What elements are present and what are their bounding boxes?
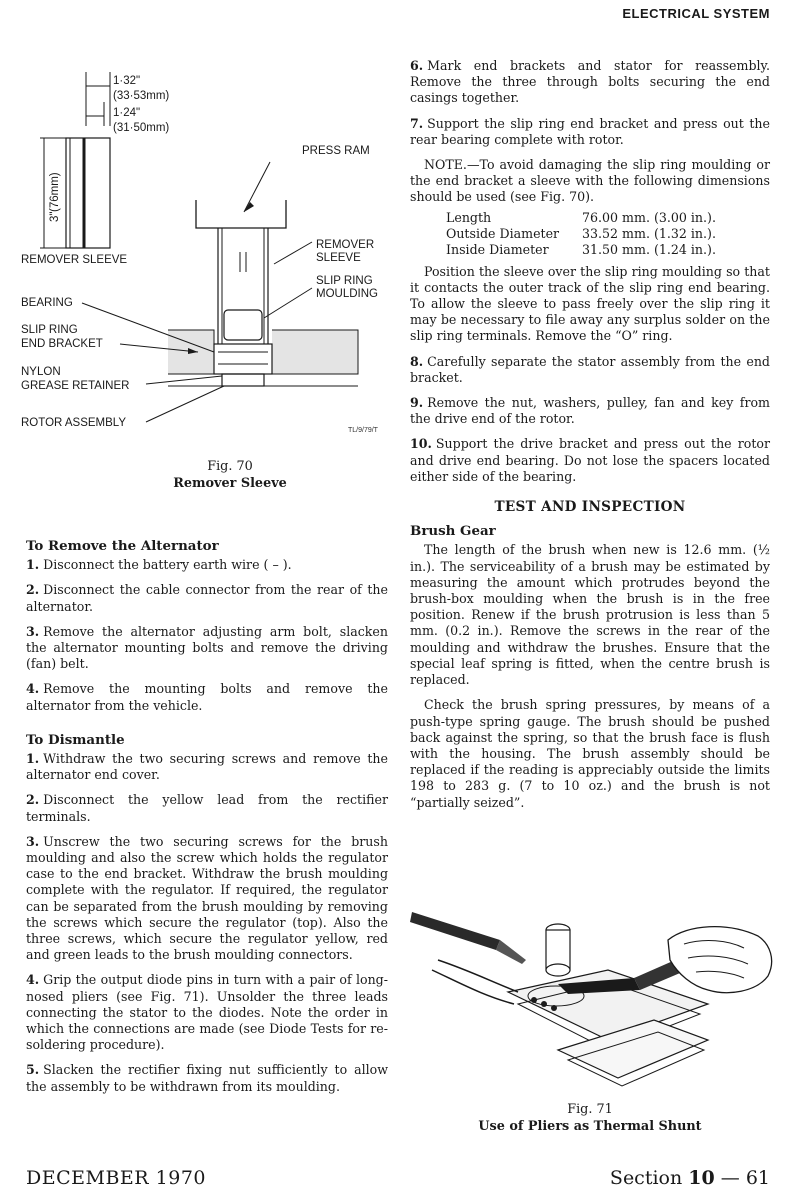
dim-length: 3" — [49, 211, 61, 222]
fig70-diagram — [18, 62, 392, 447]
right-column — [410, 58, 770, 820]
label-rotor-assembly: ROTOR ASSEMBLY — [21, 417, 127, 429]
label-press-ram: PRESS RAM — [302, 145, 370, 157]
step: 6. Mark end brackets and stator for reassembly. Remove the three through bolts securing the end casings together. — [410, 58, 770, 106]
label-remover: REMOVER — [316, 239, 375, 251]
sleeve-outline — [66, 138, 110, 248]
fig71-illustration — [408, 900, 780, 1096]
dismantle-step: 3. Unscrew the two securing screws for the brush moulding and also the screw which holds the regulator case to the end bracket. Withdraw the brush moulding complete with the regulator. If required, the regulator can be separated from the brush moulding by removing the screws which secure the regulator (top). Also the three screws, which secure the regulator yellow, red and green leads to the brush moulding connectors. — [26, 833, 388, 963]
label-sleeve: SLEEVE — [316, 252, 361, 264]
note-paragraph: NOTE.—To avoid damaging the slip ring moulding or the end bracket a sleeve with the following dimensions should be used (see Fig. 70). — [410, 157, 770, 205]
footer-section — [610, 1167, 770, 1189]
label-bearing: BEARING — [21, 297, 73, 309]
brush-paragraph: Check the brush spring pressures, by means of a push-type spring gauge. The brush should be pushed back against the spring, so that the brush face is flush with the housing. The brush assembly should be replaced if the reading is appreciably outside the limits 198 to 283 g. (7 to 10 oz.) and the brush is not “partially seized”. — [410, 697, 770, 810]
dimension-row: Inside Diameter 31.50 mm. (1.24 in.). — [446, 241, 716, 257]
test-inspection-heading: TEST AND INSPECTION — [494, 499, 686, 516]
page-number: 61 — [745, 1167, 770, 1189]
dismantle-heading: To Dismantle — [26, 731, 125, 748]
dim-length-mm: (76mm) — [49, 172, 61, 212]
label-moulding: MOULDING — [316, 288, 378, 300]
dismantle-step: 5. Slacken the rectifier fixing nut sufficiently to allow the assembly to be withdrawn from its moulding. — [26, 1062, 388, 1094]
step: 8. Carefully separate the stator assembly from the end bracket. — [410, 353, 770, 385]
position-paragraph: Position the sleeve over the slip ring moulding so that it contacts the outer track of the slip ring end bearing. To allow the sleeve to pass freely over the slip ring it may be necessary to file away any surplus solder on the slip ring terminals. Remove the “O” ring. — [410, 263, 770, 344]
fig71-caption-num: Fig. 71 — [567, 1102, 613, 1117]
dim-outer-mm: (33·53mm) — [113, 90, 170, 102]
section-number: 10 — [688, 1167, 715, 1189]
label-end-bracket: END BRACKET — [21, 338, 103, 350]
left-column — [26, 538, 388, 1104]
dismantle-step: 4. Grip the output diode pins in turn with a pair of long-nosed pliers (see Fig. 71). Unsolder the three leads connecting the stator to the diodes. Note the order in which the connections are made (see Diode Tests for re-soldering procedure). — [26, 972, 388, 1053]
page-separator: — — [720, 1167, 740, 1189]
remove-step: 3. Remove the alternator adjusting arm bolt, slacken the alternator mounting bolts and remove the driving (fan) belt. — [26, 623, 388, 672]
dim-outer: 1·32" — [113, 75, 141, 87]
dim-inner: 1·24" — [113, 107, 141, 119]
label-grease-retainer: GREASE RETAINER — [21, 380, 130, 392]
remove-step: 2. Disconnect the cable connector from the rear of the alternator. — [26, 582, 388, 614]
bearing — [214, 344, 272, 374]
fig70-ref: TL/9/79/T — [348, 427, 378, 434]
fig71-caption — [440, 1101, 740, 1135]
remove-heading: To Remove the Alternator — [26, 538, 219, 554]
brush-gear-heading: Brush Gear — [410, 523, 496, 540]
fig70-caption — [130, 458, 330, 492]
step: 10. Support the drive bracket and press out the rotor and drive end bearing. Do not lose the spacers located either side of the bearing. — [410, 436, 770, 484]
step: 7. Support the slip ring end bracket and press out the rear bearing complete with rotor. — [410, 115, 770, 147]
remove-step: 1. Disconnect the battery earth wire ( – ). — [26, 557, 292, 573]
press-ram — [196, 200, 286, 228]
dimension-row: Length 76.00 mm. (3.00 in.). — [446, 209, 716, 225]
dimension-row: Outside Diameter 33.52 mm. (1.32 in.). — [446, 225, 716, 241]
label-remover-sleeve: REMOVER SLEEVE — [21, 254, 128, 266]
remove-step: 4. Remove the mounting bolts and remove the alternator from the vehicle. — [26, 681, 388, 713]
rotor-shaft — [222, 374, 264, 386]
label-nylon: NYLON — [21, 366, 61, 378]
sleeve-dimensions — [446, 210, 770, 258]
fig70-caption-title: Remover Sleeve — [173, 476, 287, 491]
label-slip-ring-end: SLIP RING — [21, 324, 78, 336]
soldering-iron-handle — [410, 912, 500, 950]
hand — [668, 927, 772, 993]
dismantle-step: 2. Disconnect the yellow lead from the rectifier terminals. — [26, 792, 388, 824]
dim-inner-mm: (31·50mm) — [113, 122, 170, 134]
fig71-caption-title: Use of Pliers as Thermal Shunt — [478, 1119, 702, 1134]
slip-ring-moulding — [224, 310, 262, 340]
fig70-caption-num: Fig. 70 — [207, 459, 253, 474]
page-header: ELECTRICAL SYSTEM — [622, 6, 770, 21]
brush-paragraph: The length of the brush when new is 12.6 mm. (½ in.). The serviceability of a brush may be estimated by measuring the amount which protrudes beyond the brush-box moulding when the brush is in the free position. Renew if the brush protrusion is less than 5 mm. (0.2 in.). Remove the screws in the rear of the moulding and withdraw the brushes. Ensure that the special leaf spring is fitted, when the centre brush is replaced. — [410, 542, 770, 688]
dismantle-step: 1. Withdraw the two securing screws and remove the alternator end cover. — [26, 751, 388, 783]
footer-date: DECEMBER 1970 — [26, 1167, 206, 1189]
section-prefix: Section — [609, 1167, 683, 1189]
label-slip-ring: SLIP RING — [316, 275, 373, 287]
step: 9. Remove the nut, washers, pulley, fan and key from the drive end of the rotor. — [410, 395, 770, 427]
